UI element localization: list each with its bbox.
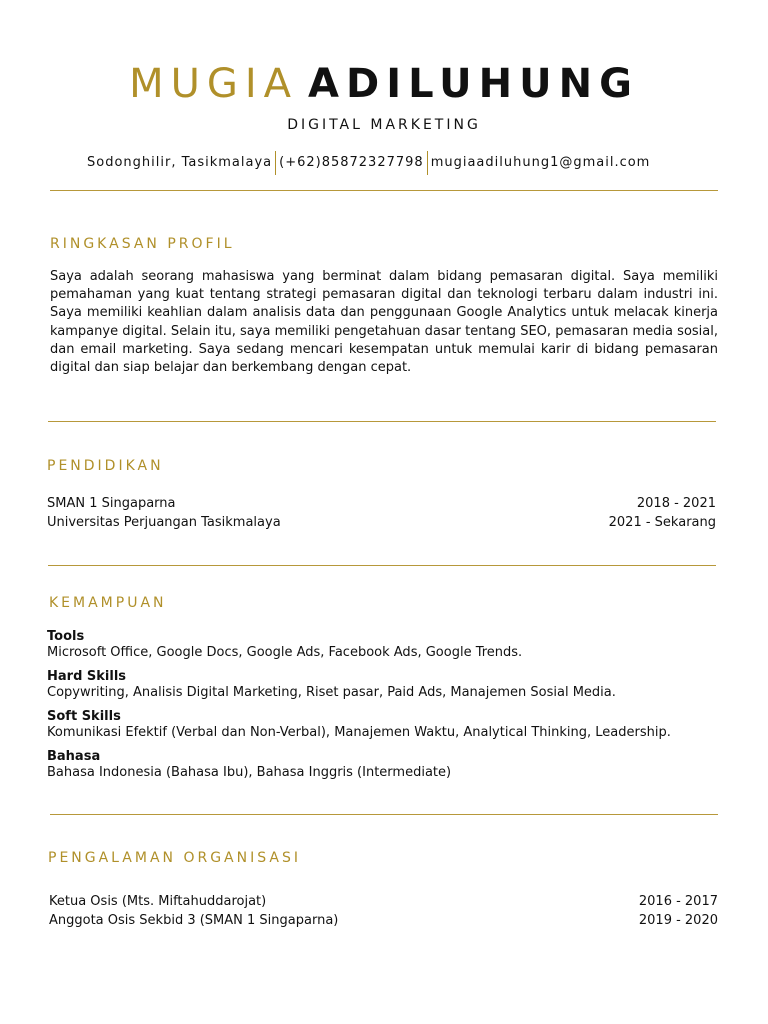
skill-value: Microsoft Office, Google Docs, Google Ads, Facebook Ads, Google Trends. <box>47 645 523 660</box>
last-name: ADILUHUNG <box>308 61 639 107</box>
contact-divider <box>275 151 276 175</box>
email: mugiaadiluhung1@gmail.com <box>430 155 651 170</box>
organization-role: Ketua Osis (Mts. Miftahuddarojat) <box>49 894 267 909</box>
organization-role: Anggota Osis Sekbid 3 (SMAN 1 Singaparna) <box>49 913 339 928</box>
divider <box>50 190 718 191</box>
skill-value: Bahasa Indonesia (Bahasa Ibu), Bahasa Inggris (Intermediate) <box>47 765 452 780</box>
skill-group <box>47 629 727 661</box>
school-name: SMAN 1 Singaparna <box>47 496 176 511</box>
job-title: DIGITAL MARKETING <box>287 117 481 133</box>
phone: (+62)85872327798 <box>279 155 424 170</box>
school-period: 2018 - 2021 <box>636 496 716 511</box>
profile-summary: Saya adalah seorang mahasiswa yang berminat dalam bidang pemasaran digital. Saya memiliki pemahaman yang kuat tentang strategi pemasaran digital dan teknologi terbaru dalam industri ini. Saya memiliki keahlian dalam analisis data dan penggunaan Google Analytics untuk melacak kinerja kampanye digital. Selain itu, saya memiliki pengetahuan dasar tentang SEO, pemasaran media sosial, dan email marketing. Saya sedang mencari kesempatan untuk memulai karir di bidang pemasaran digital dan siap belajar dan berkembang dengan cepat. <box>50 269 718 376</box>
skill-value: Copywriting, Analisis Digital Marketing, Riset pasar, Paid Ads, Manajemen Sosial Media. <box>47 685 616 700</box>
skills-heading: KEMAMPUAN <box>49 595 167 611</box>
education-row <box>47 513 716 532</box>
education-row <box>47 494 716 513</box>
skill-group <box>47 669 727 701</box>
organization-period: 2019 - 2020 <box>638 913 718 928</box>
contact-divider <box>427 151 428 175</box>
divider <box>48 565 716 566</box>
address: Sodonghilir, Tasikmalaya <box>87 155 273 170</box>
skill-title: Bahasa <box>47 749 101 764</box>
school-name: Universitas Perjuangan Tasikmalaya <box>47 515 281 530</box>
organization-row <box>49 911 718 930</box>
divider <box>48 421 716 422</box>
skill-group <box>47 709 727 741</box>
organization-row <box>49 892 718 911</box>
divider <box>50 814 718 815</box>
candidate-name <box>0 60 768 108</box>
skill-title: Tools <box>47 629 85 644</box>
first-name: MUGIA <box>129 61 299 107</box>
contact-info <box>87 151 650 175</box>
skill-group <box>47 749 727 781</box>
skill-title: Hard Skills <box>47 669 127 684</box>
profile-heading: RINGKASAN PROFIL <box>50 236 235 252</box>
skill-value: Komunikasi Efektif (Verbal dan Non-Verbal), Manajemen Waktu, Analytical Thinking, Leadership. <box>47 725 671 740</box>
education-heading: PENDIDIKAN <box>47 458 164 474</box>
organization-period: 2016 - 2017 <box>638 894 718 909</box>
school-period: 2021 - Sekarang <box>608 515 716 530</box>
skill-title: Soft Skills <box>47 709 121 724</box>
organization-heading: PENGALAMAN ORGANISASI <box>48 850 301 866</box>
